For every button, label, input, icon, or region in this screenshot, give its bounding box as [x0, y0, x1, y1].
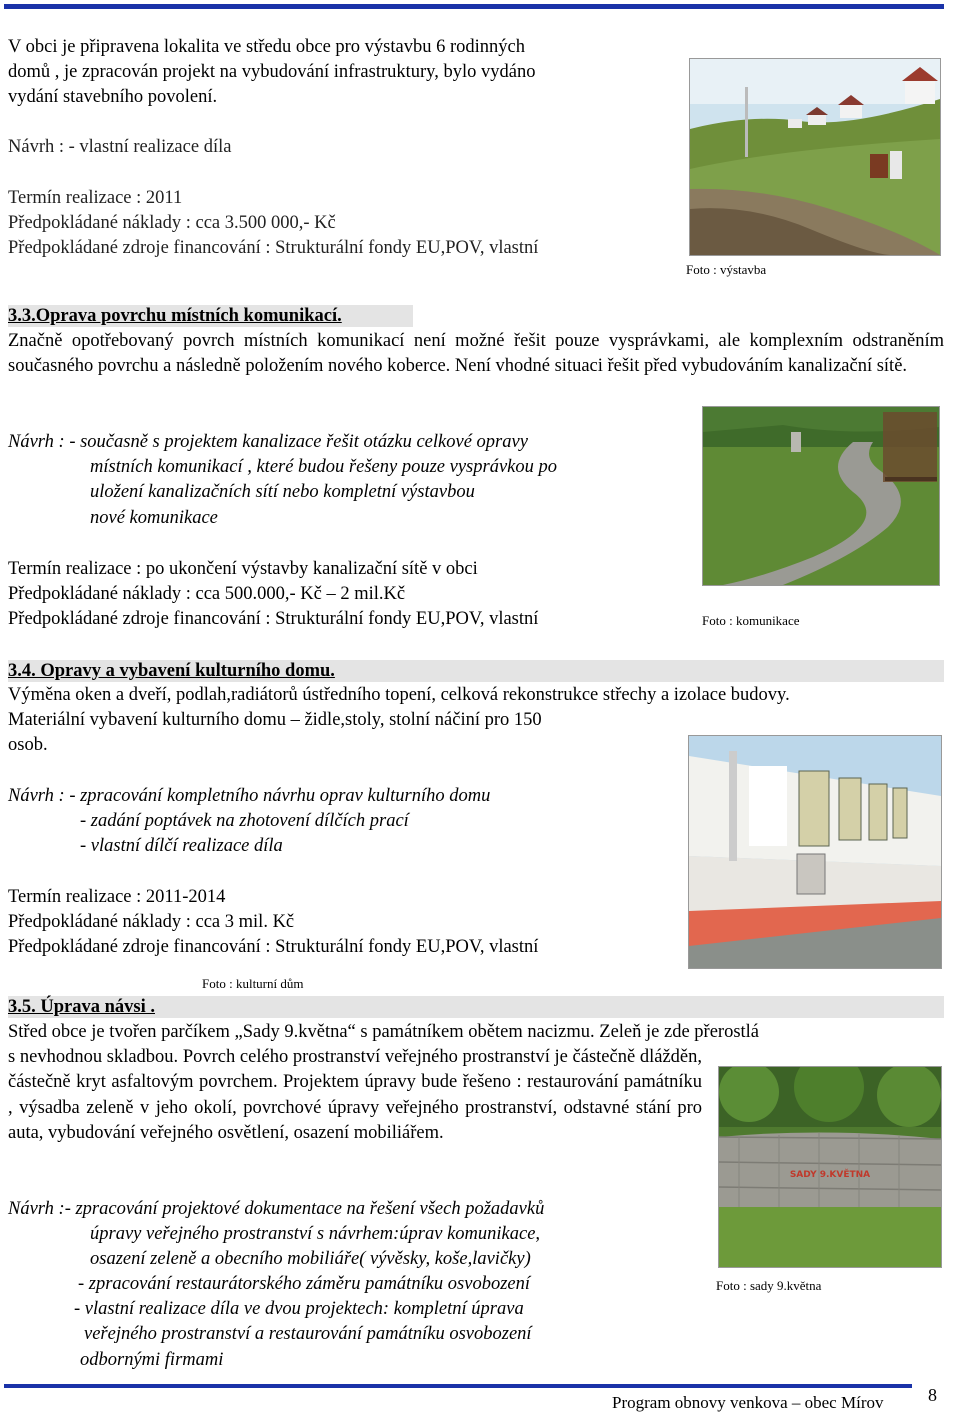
s35-navrh-6: veřejného prostranství a restaurování památníku osvobození — [84, 1324, 532, 1344]
s34-line-3: osob. — [8, 735, 48, 755]
s34-termin: Termín realizace : 2011-2014 — [8, 887, 226, 907]
heading-3-3: 3.3.Oprava povrchu místních komunikací. — [8, 305, 413, 327]
s34-zdroje: Předpokládané zdroje financování : Strukturální fondy EU,POV, vlastní — [8, 937, 539, 957]
photo-park — [718, 1066, 942, 1268]
caption-culture-house: Foto : kulturní dům — [202, 976, 304, 991]
intro-naklady: Předpokládané náklady : cca 3.500 000,- Kč — [8, 213, 336, 233]
caption-construction: Foto : výstavba — [686, 262, 767, 277]
s33-navrh-1: Návrh : - současně s projektem kanalizace řešit otázku celkové opravy — [8, 432, 528, 452]
top-rule — [4, 4, 944, 9]
s33-navrh-4: nové komunikace — [90, 508, 218, 528]
s35-line-1: Střed obce je tvořen parčíkem „Sady 9.května“ s památníkem obětem nacizmu. Zeleň je zde přerostlá — [8, 1022, 760, 1042]
intro-zdroje: Předpokládané zdroje financování : Strukturální fondy EU,POV, vlastní — [8, 238, 539, 258]
s35-navrh-4: - zpracování restaurátorského záměru památníku osvobození — [78, 1274, 531, 1294]
s34-navrh-2: - zadání poptávek na zhotovení dílčích prací — [80, 811, 409, 831]
s33-navrh-2: místních komunikací , které budou řešeny pouze vysprávkou po — [90, 457, 557, 477]
s35-paragraph: s nevhodnou skladbou. Povrch celého prostranství veřejného prostranství je částečně dlážděn, částečně kryt asfaltovým povrchem. Projektem úpravy bude řešeno : restaurování památníku , výsadba zeleně v jeho okolí, povrchové úpravy veřejného prostranství, odstavné stání pro auta, vybudování veřejného osvětlení, osazení mobiliářem. — [8, 1047, 702, 1143]
intro-line-2: domů , je zpracován projekt na vybudování infrastruktury, bylo vydáno — [8, 62, 536, 82]
intro-navrh: Návrh : - vlastní realizace díla — [8, 137, 232, 157]
bottom-rule — [4, 1384, 912, 1388]
s33-paragraph: Značně opotřebovaný povrch místních komunikací není možné řešit pouze vysprávkami, ale komplexním odstraněním současného povrchu a následně položením nového koberce. Není vhodné situaci řešit před vybudováním kanalizační sítě. — [8, 331, 944, 377]
page-number: 8 — [928, 1385, 937, 1405]
s33-naklady: Předpokládané náklady : cca 500.000,- Kč – 2 mil.Kč — [8, 584, 406, 604]
s35-navrh-2: úpravy veřejného prostranství s návrhem:úprav komunikace, — [90, 1224, 541, 1244]
intro-line-3: vydání stavebního povolení. — [8, 87, 218, 107]
heading-3-4: 3.4. Opravy a vybavení kulturního domu. — [8, 660, 944, 682]
s34-navrh-1: Návrh : - zpracování kompletního návrhu oprav kulturního domu — [8, 786, 491, 806]
s34-navrh-3: - vlastní dílčí realizace díla — [80, 836, 283, 856]
s35-navrh-7: odbornými firmami — [80, 1350, 224, 1370]
intro-termin: Termín realizace : 2011 — [8, 188, 183, 208]
s34-line-2: Materiální vybavení kulturního domu – židle,stoly, stolní náčiní pro 150 — [8, 710, 542, 730]
photo-construction — [689, 58, 941, 256]
footer-text: Program obnovy venkova – obec Mírov — [612, 1393, 884, 1412]
s33-navrh-3: uložení kanalizačních sítí nebo kompletní výstavbou — [90, 482, 475, 502]
park-sign-text: SADY 9.KVĚTNA — [789, 1170, 871, 1180]
caption-road: Foto : komunikace — [702, 613, 800, 628]
intro-line-1: V obci je připravena lokalita ve středu obce pro výstavbu 6 rodinných — [8, 37, 525, 57]
s35-navrh-5: - vlastní realizace díla ve dvou projektech: kompletní úprava — [74, 1299, 524, 1319]
s33-zdroje: Předpokládané zdroje financování : Strukturální fondy EU,POV, vlastní — [8, 609, 539, 629]
s34-naklady: Předpokládané náklady : cca 3 mil. Kč — [8, 912, 295, 932]
heading-3-5: 3.5. Úprava návsi . — [8, 996, 944, 1018]
s35-navrh-1: Návrh :- zpracování projektové dokumentace na řešení všech požadavků — [8, 1199, 545, 1219]
photo-culture-house — [688, 735, 942, 969]
caption-park: Foto : sady 9.května — [716, 1278, 822, 1293]
s35-navrh-3: osazení zeleně a obecního mobiliáře( vývěsky, koše,lavičky) — [90, 1249, 531, 1269]
photo-road — [702, 406, 940, 586]
s33-termin: Termín realizace : po ukončení výstavby kanalizační sítě v obci — [8, 559, 478, 579]
s34-line-1: Výměna oken a dveří, podlah,radiátorů ústředního topení, celková rekonstrukce střechy a izolace budovy. — [8, 685, 790, 705]
